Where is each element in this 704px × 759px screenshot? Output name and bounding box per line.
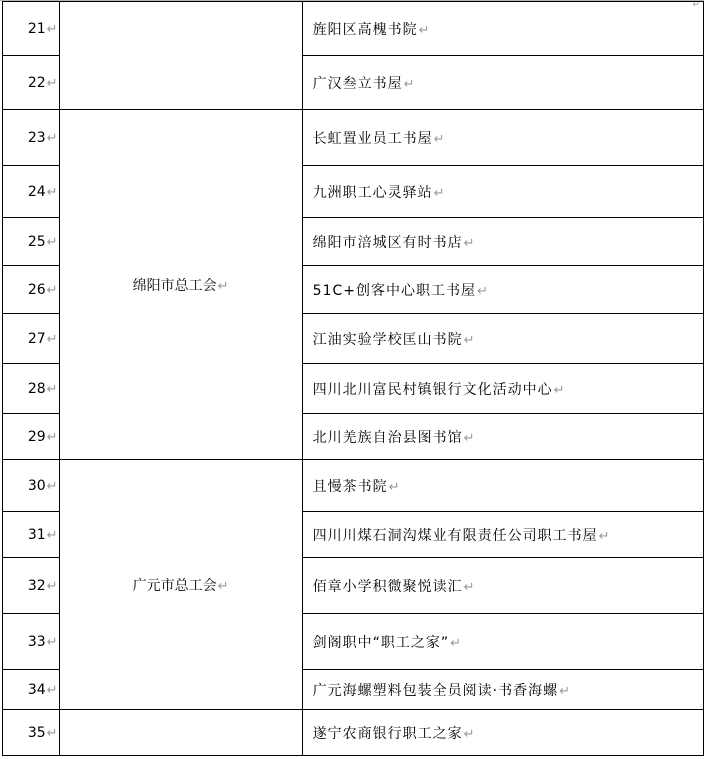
table-row	[3, 710, 704, 756]
name-cell	[302, 460, 703, 512]
paragraph-mark: ↵	[46, 478, 58, 494]
paragraph-mark: ↵	[403, 76, 416, 92]
name-cell	[302, 56, 703, 110]
name-cell	[302, 364, 703, 414]
bookhouse-name: 佰章小学积微聚悦读汇	[312, 578, 463, 595]
row-number: 25	[27, 233, 46, 250]
paragraph-mark: ↵	[463, 332, 476, 348]
paragraph-mark: ↵	[46, 282, 58, 298]
paragraph-mark: ↵	[463, 235, 476, 251]
paragraph-mark: ↵	[598, 528, 611, 544]
row-number-cell	[3, 56, 60, 110]
row-number: 21	[27, 20, 46, 37]
row-number-cell	[3, 2, 60, 56]
org-name: 广元市总工会	[132, 577, 217, 594]
org-name: 绵阳市总工会	[132, 277, 217, 294]
paragraph-mark: ↵	[46, 429, 58, 445]
row-number-cell	[3, 364, 60, 414]
bookhouse-name: 旌阳区高槐书院	[312, 21, 418, 38]
paragraph-mark: ↵	[463, 579, 476, 595]
org-cell-empty	[59, 710, 302, 756]
bookhouse-name: 且慢茶书院	[312, 478, 388, 495]
row-number: 33	[27, 633, 46, 650]
row-number-cell	[3, 414, 60, 460]
row-number: 32	[27, 577, 46, 594]
bookhouse-name: 北川羌族自治县图书馆	[312, 429, 463, 446]
paragraph-mark: ↵	[46, 527, 58, 543]
row-number-cell	[3, 460, 60, 512]
name-cell	[302, 614, 703, 670]
bookhouse-name: 绵阳市涪城区有时书店	[312, 234, 463, 251]
row-number: 22	[27, 74, 46, 91]
paragraph-mark: ↵	[418, 22, 431, 38]
table-row	[3, 110, 704, 166]
name-cell	[302, 414, 703, 460]
org-cell-empty	[59, 2, 302, 110]
paragraph-mark: ↵	[450, 635, 463, 651]
row-number-cell	[3, 218, 60, 266]
row-number: 23	[27, 129, 46, 146]
org-cell-mianyang	[59, 110, 302, 460]
name-cell	[302, 558, 703, 614]
paragraph-mark: ↵	[433, 185, 446, 201]
row-number-cell	[3, 512, 60, 558]
bookhouse-name: 51C+创客中心职工书屋	[312, 282, 476, 299]
row-number: 31	[27, 526, 46, 543]
row-number-cell	[3, 710, 60, 756]
paragraph-mark: ↵	[692, 0, 700, 10]
name-cell	[302, 218, 703, 266]
name-cell	[302, 512, 703, 558]
name-cell	[302, 166, 703, 218]
table-row	[3, 2, 704, 56]
row-number-cell	[3, 614, 60, 670]
org-cell-guangyuan	[59, 460, 302, 710]
bookhouse-name: 四川川煤石洞沟煤业有限责任公司职工书屋	[312, 527, 598, 544]
paragraph-mark: ↵	[46, 725, 58, 741]
row-number: 34	[27, 681, 46, 698]
paragraph-mark: ↵	[46, 381, 58, 397]
paragraph-mark: ↵	[46, 578, 58, 594]
paragraph-mark: ↵	[463, 726, 476, 742]
bookhouse-name: 九洲职工心灵驿站	[312, 184, 433, 201]
paragraph-mark: ↵	[46, 682, 58, 698]
row-number-cell	[3, 314, 60, 364]
name-cell	[302, 110, 703, 166]
paragraph-mark: ↵	[463, 430, 476, 446]
bookhouse-name: 四川北川富民村镇银行文化活动中心	[312, 381, 553, 398]
name-cell	[302, 266, 703, 314]
paragraph-mark: ↵	[46, 331, 58, 347]
bookhouse-table	[2, 1, 704, 756]
paragraph-mark: ↵	[559, 683, 572, 699]
bookhouse-name: 广元海螺塑料包装全员阅读·书香海螺	[312, 682, 559, 699]
paragraph-mark: ↵	[476, 283, 489, 299]
name-cell	[302, 314, 703, 364]
row-number: 30	[27, 477, 46, 494]
name-cell	[302, 710, 703, 756]
bookhouse-name: 长虹置业员工书屋	[312, 130, 433, 147]
name-cell	[302, 2, 703, 56]
paragraph-mark: ↵	[217, 278, 229, 294]
paragraph-mark: ↵	[46, 21, 58, 37]
paragraph-mark: ↵	[553, 382, 566, 398]
row-number-cell	[3, 558, 60, 614]
paragraph-mark: ↵	[433, 131, 446, 147]
bookhouse-name: 江油实验学校匡山书院	[312, 331, 463, 348]
row-number-cell	[3, 670, 60, 710]
row-number: 26	[27, 281, 46, 298]
name-cell	[302, 670, 703, 710]
row-number: 27	[27, 330, 46, 347]
paragraph-mark: ↵	[46, 130, 58, 146]
row-number-cell	[3, 266, 60, 314]
bookhouse-name: 剑阁职中“职工之家”	[312, 634, 450, 651]
row-number-cell	[3, 166, 60, 218]
paragraph-mark: ↵	[46, 75, 58, 91]
table-row	[3, 460, 704, 512]
paragraph-mark: ↵	[388, 479, 401, 495]
paragraph-mark: ↵	[46, 234, 58, 250]
row-number: 24	[27, 183, 46, 200]
paragraph-mark: ↵	[46, 634, 58, 650]
row-number: 35	[27, 724, 46, 741]
paragraph-mark: ↵	[46, 184, 58, 200]
bookhouse-name: 广汉叁立书屋	[312, 75, 403, 92]
paragraph-mark: ↵	[217, 578, 229, 594]
bookhouse-name: 遂宁农商银行职工之家	[312, 725, 463, 742]
row-number-cell	[3, 110, 60, 166]
row-number: 28	[27, 380, 46, 397]
row-number: 29	[27, 428, 46, 445]
